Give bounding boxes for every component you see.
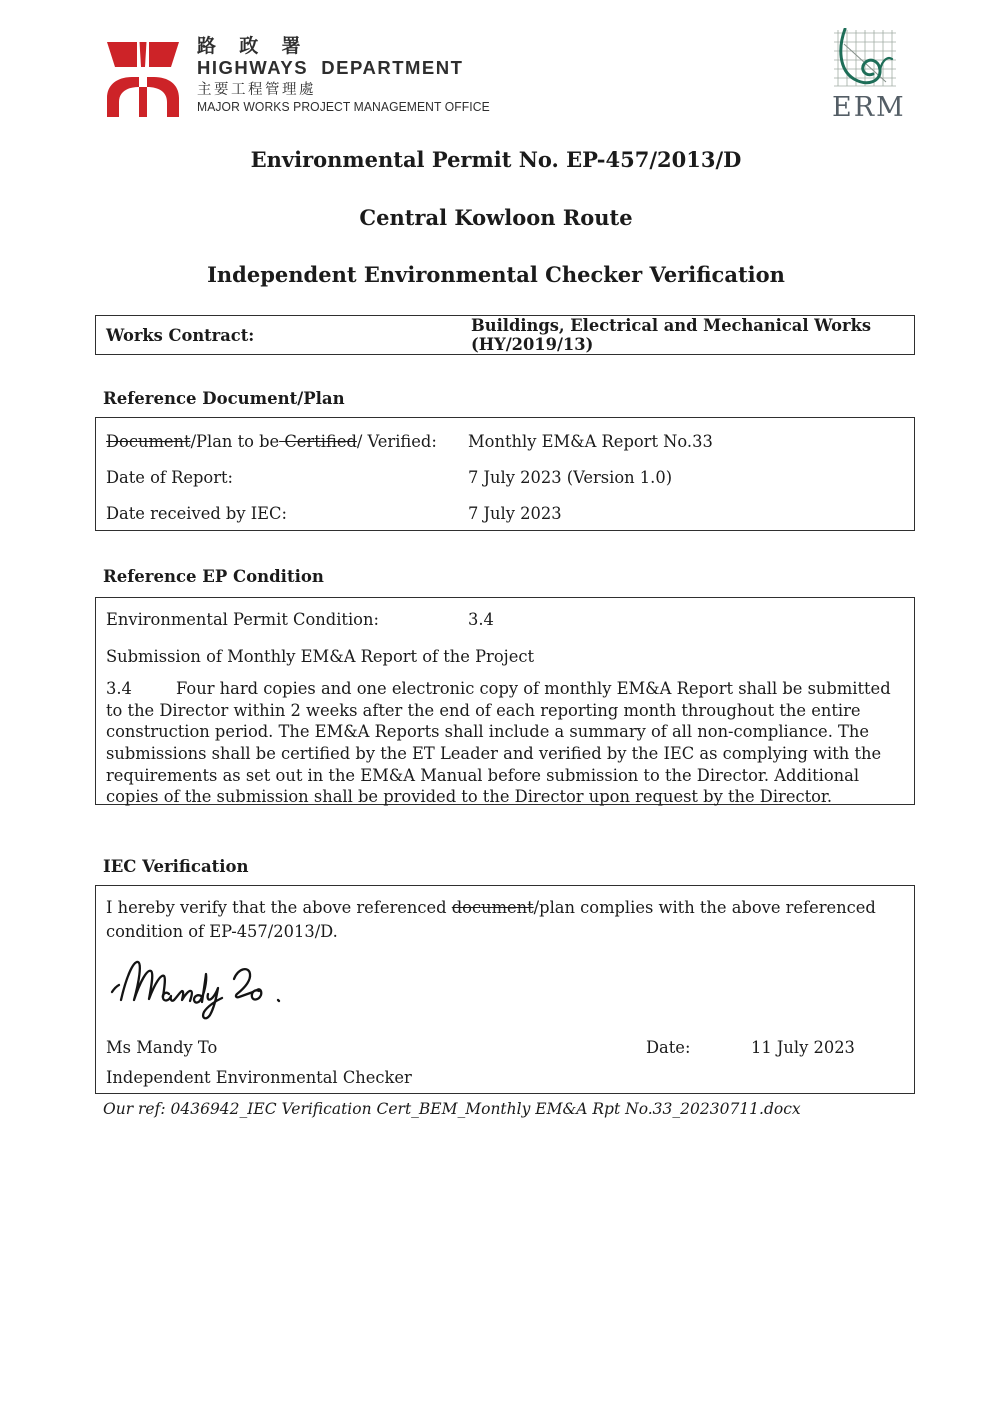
- document-type-title: Independent Environmental Checker Verification: [207, 262, 785, 287]
- erm-wordmark: ERM: [832, 92, 906, 123]
- date-of-report-value: 7 July 2023 (Version 1.0): [468, 467, 673, 487]
- clause-number: 3.4: [106, 679, 132, 698]
- document-plan-row: [96, 423, 914, 459]
- office-name-english: MAJOR WORKS PROJECT MANAGEMENT OFFICE: [197, 100, 490, 115]
- erm-logo: [830, 28, 910, 123]
- date-of-report-label: Date of Report:: [106, 467, 234, 487]
- document-plan-value: Monthly EM&A Report No.33: [468, 431, 713, 451]
- iec-verification-box: [95, 885, 915, 1094]
- erm-spiral-icon: [830, 28, 902, 90]
- project-name-title: Central Kowloon Route: [359, 205, 633, 230]
- verification-statement: [106, 896, 898, 943]
- date-received-value: 7 July 2023: [468, 503, 562, 523]
- date-label: Date:: [646, 1038, 691, 1057]
- label-tail: / Verified:: [356, 431, 437, 451]
- strikethrough-document-word: document: [451, 898, 534, 917]
- office-name-chinese: 主要工程管理處: [197, 81, 316, 98]
- document-plan-label: [96, 432, 468, 451]
- highways-department-header: [105, 36, 499, 118]
- label-middle: /Plan to be: [190, 431, 280, 451]
- dept-name-chinese: 路 政 署: [197, 36, 310, 57]
- ep-condition-value: 3.4: [468, 609, 494, 629]
- statement-pre: I hereby verify that the above referenced: [106, 898, 452, 917]
- statement-post: /plan complies with the above referenced condition of EP-457/2013/D.: [106, 898, 876, 941]
- ep-condition-box: [95, 597, 915, 805]
- works-contract-value: Buildings, Electrical and Mechanical Works (HY/2019/13): [471, 316, 883, 354]
- ep-condition-clause: [106, 678, 902, 808]
- reference-document-heading: Reference Document/Plan: [103, 389, 345, 408]
- our-ref-line: Our ref: 0436942_IEC Verification Cert_BEM_Monthly EM&A Rpt No.33_20230711.docx: [103, 1100, 801, 1118]
- clause-text: Four hard copies and one electronic copy of monthly EM&A Report shall be submitted to the Director within 2 weeks after the end of each reporting month throughout the entire construction period. The EM&A Reports shall include a summary of all non-compliance. The submissions shall be certified by the ET Leader and verified by the IEC as complying with the requirements as set out in the EM&A Manual before submission to the Director. Additional copies of the submission shall be provided to the Director upon request by the Director.: [106, 679, 891, 807]
- strikethrough-certified: Certified: [279, 431, 357, 451]
- date-received-row: [96, 495, 914, 531]
- ep-condition-subject: Submission of Monthly EM&A Report of the Project: [106, 647, 534, 666]
- signer-title: Independent Environmental Checker: [106, 1068, 412, 1087]
- date-of-report-row: [96, 459, 914, 495]
- works-contract-label: Works Contract:: [106, 325, 255, 345]
- permit-number-title: Environmental Permit No. EP-457/2013/D: [250, 147, 742, 172]
- highways-department-logo-icon: [105, 36, 181, 118]
- ep-condition-row: [106, 604, 902, 634]
- signer-name: Ms Mandy To: [106, 1038, 218, 1057]
- strikethrough-document: Document: [106, 431, 191, 451]
- ep-condition-heading: Reference EP Condition: [103, 567, 324, 586]
- highways-department-titles: [197, 36, 499, 118]
- signature-handwriting: [106, 948, 336, 1026]
- dept-name-english: HIGHWAYS DEPARTMENT: [197, 57, 464, 79]
- date-value: 11 July 2023: [751, 1038, 855, 1057]
- signer-date-row: [106, 1038, 906, 1060]
- iec-verification-heading: IEC Verification: [103, 857, 249, 876]
- reference-document-box: [95, 417, 915, 531]
- date-received-label: Date received by IEC:: [106, 503, 287, 523]
- works-contract-box: [95, 315, 915, 355]
- ep-condition-label: Environmental Permit Condition:: [106, 609, 379, 629]
